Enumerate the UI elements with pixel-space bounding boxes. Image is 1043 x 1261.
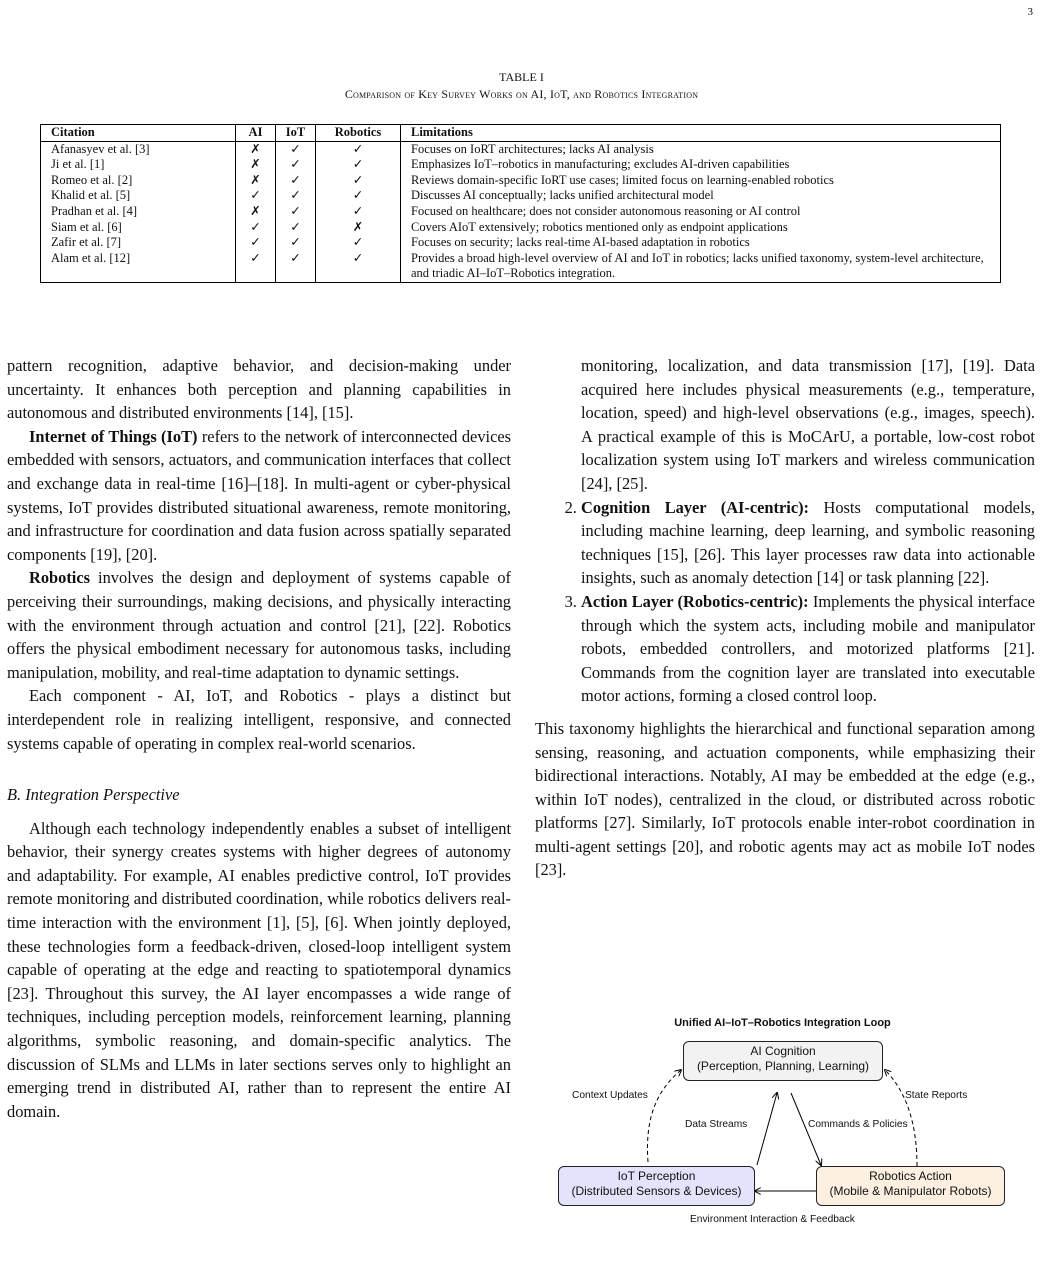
context-updates-arrow — [647, 1070, 681, 1162]
label-context-updates: Context Updates — [572, 1090, 648, 1101]
robot-node-subtitle: (Mobile & Manipulator Robots) — [829, 1183, 992, 1198]
cell-ai: ✗ — [236, 204, 276, 220]
cell-robotics: ✗ — [316, 220, 401, 236]
paragraph-robotics — [7, 566, 511, 684]
cell-limitations: Discusses AI conceptually; lacks unified architectural model — [401, 188, 1001, 204]
list-item-text: Hosts computational models, including machine learning, deep learning, and symbolic reasoning techniques [15], [26]. This layer processes raw data into actionable insights, such as anomaly detection [14] or task planning [22]. — [581, 497, 1035, 588]
list-item — [581, 496, 1035, 590]
list-item-text: Implements the physical interface through which the system acts, including mobile and manipulator robots, embedded controllers, and motorized platforms [21]. Commands from the cognition layer are translated into executable motor actions, forming a closed control loop. — [581, 591, 1035, 706]
term-robotics: Robotics — [29, 568, 91, 588]
cell-citation: Khalid et al. [5] — [41, 188, 236, 204]
table-row — [41, 157, 1001, 173]
cell-iot: ✓ — [276, 157, 316, 173]
paragraph-integration: Although each technology independently enables a subset of intelligent behavior, their synergy creates systems with higher degrees of autonomy and adaptability. For example, AI enables predictive control, IoT provides remote monitoring and distributed coordination, while robotics delivers real-time interaction with the environment [1], [5], [6]. When jointly deployed, these technologies form a feedback-driven, closed-loop intelligent system capable of operating at the edge and reacting to spatiotemporal dynamics [23]. Throughout this survey, the AI layer encompasses a wide range of techniques, including perception models, reinforcement learning, planning algorithms, symbolic reasoning, and domain-specific analytics. The discussion of SLMs and LLMs in later sections serves only to highlight an emerging trend in distributed AI, rather than to represent the entire AI domain. — [7, 818, 511, 1121]
table-row — [41, 188, 1001, 204]
paragraph-robotics-text: involves the design and deployment of systems capable of perceiving their surroundings, making decisions, and physically interacting with the environment through actuation and control [21], [22]. Robotics offers the physical embodiment necessary for autonomous tasks, including manipulation, mobility, and real-time adaptation to dynamic settings. — [7, 568, 511, 682]
term-cognition-layer: Cognition Layer (AI-centric): — [581, 497, 810, 517]
table-row — [41, 235, 1001, 251]
cell-citation: Zafir et al. [7] — [41, 235, 236, 251]
cell-robotics: ✓ — [316, 188, 401, 204]
paragraph-perception-cont: monitoring, localization, and data transmission [17], [19]. Data acquired here includes physical measurements (e.g., temperature, location, speed) and high-level observations (e.g., images, speech). A practical example of this is MoCArU, a portable, low-cost robot localization system using IoT markers and wireless communication [24], [25]. — [581, 356, 1035, 493]
iot-perception-node — [558, 1166, 755, 1206]
label-commands-policies: Commands & Policies — [808, 1119, 908, 1130]
header-robotics: Robotics — [316, 125, 401, 142]
cell-ai: ✓ — [236, 188, 276, 204]
cell-citation: Afanasyev et al. [3] — [41, 141, 236, 157]
cell-iot: ✓ — [276, 204, 316, 220]
cell-limitations: Covers AIoT extensively; robotics mentioned only as endpoint applications — [401, 220, 1001, 236]
header-limitations: Limitations — [401, 125, 1001, 142]
header-iot: IoT — [276, 125, 316, 142]
paragraph-ai-intro: pattern recognition, adaptive behavior, and decision-making under uncertainty. It enhances both perception and planning capabilities in autonomous and distributed environments [14], [15]. — [7, 356, 511, 423]
label-environment-feedback: Environment Interaction & Feedback — [690, 1214, 855, 1225]
cell-limitations: Emphasizes IoT–robotics in manufacturing; excludes AI-driven capabilities — [401, 157, 1001, 173]
ai-cognition-node — [683, 1041, 883, 1081]
cell-ai: ✓ — [236, 251, 276, 283]
cell-limitations: Focused on healthcare; does not consider autonomous reasoning or AI control — [401, 204, 1001, 220]
cell-ai: ✓ — [236, 235, 276, 251]
comparison-table — [40, 124, 1001, 283]
ai-node-subtitle: (Perception, Planning, Learning) — [696, 1058, 870, 1073]
term-iot: Internet of Things (IoT) — [29, 426, 198, 446]
cell-citation: Alam et al. [12] — [41, 251, 236, 283]
cell-robotics: ✓ — [316, 157, 401, 173]
paragraph-iot — [7, 425, 511, 567]
iot-node-subtitle: (Distributed Sensors & Devices) — [571, 1183, 742, 1198]
ai-node-title: AI Cognition — [750, 1044, 816, 1058]
table-caption — [0, 69, 1043, 103]
integration-loop-figure — [555, 1010, 1005, 1240]
cell-iot: ✓ — [276, 235, 316, 251]
cell-iot: ✓ — [276, 251, 316, 283]
cell-robotics: ✓ — [316, 204, 401, 220]
table-row — [41, 173, 1001, 189]
cell-iot: ✓ — [276, 188, 316, 204]
list-item — [581, 590, 1035, 708]
left-column — [7, 354, 511, 1259]
header-citation: Citation — [41, 125, 236, 142]
cell-iot: ✓ — [276, 220, 316, 236]
cell-limitations: Provides a broad high-level overview of AI and IoT in robotics; lacks unified taxonomy, system-level architecture, and triadic AI–IoT–Robotics integration. — [401, 251, 1001, 283]
page-number: 3 — [1027, 6, 1033, 18]
cell-citation: Pradhan et al. [4] — [41, 204, 236, 220]
cell-robotics: ✓ — [316, 173, 401, 189]
cell-ai: ✗ — [236, 141, 276, 157]
cell-citation: Siam et al. [6] — [41, 220, 236, 236]
cell-limitations: Focuses on IoRT architectures; lacks AI analysis — [401, 141, 1001, 157]
layer-list — [535, 496, 1035, 708]
cell-limitations: Focuses on security; lacks real-time AI-based adaptation in robotics — [401, 235, 1001, 251]
paragraph-components: Each component - AI, IoT, and Robotics - plays a distinct but interdependent role in realizing intelligent, responsive, and connected systems capable of operating in complex real-world scenarios. — [7, 686, 511, 753]
cell-robotics: ✓ — [316, 141, 401, 157]
cell-ai: ✗ — [236, 157, 276, 173]
section-heading: B. Integration Perspective — [7, 785, 180, 805]
table-row — [41, 251, 1001, 283]
table-row — [41, 141, 1001, 157]
label-state-reports: State Reports — [905, 1090, 968, 1101]
robotics-action-node — [816, 1166, 1005, 1206]
cell-robotics: ✓ — [316, 235, 401, 251]
paragraph-iot-text: refers to the network of interconnected devices embedded with sensors, actuators, and communication interfaces that collect and exchange data in real-time [16]–[18]. In multi-agent or cyber-physical systems, IoT provides distributed situational awareness, remote monitoring, and infrastructure for coordination and data fusion across spatially separated components [19], [20]. — [7, 426, 511, 564]
table-row — [41, 204, 1001, 220]
paragraph-taxonomy: This taxonomy highlights the hierarchical and functional separation among sensing, reasoning, and actuation components, while emphasizing their bidirectional interactions. Notably, AI may be embedded at the edge (e.g., within IoT nodes), centralized in the cloud, or distributed across robotic platforms [27]. Similarly, IoT protocols enable inter-robot coordination in multi-agent settings [20], and robotic agents may act as mobile IoT nodes [23]. — [535, 718, 1035, 880]
cell-limitations: Reviews domain-specific IoRT use cases; limited focus on learning-enabled robotics — [401, 173, 1001, 189]
cell-ai: ✗ — [236, 173, 276, 189]
cell-iot: ✓ — [276, 173, 316, 189]
figure-title: Unified AI–IoT–Robotics Integration Loop — [674, 1017, 891, 1029]
data-streams-arrow — [757, 1093, 777, 1165]
term-action-layer: Action Layer (Robotics-centric): — [581, 591, 809, 611]
cell-iot: ✓ — [276, 141, 316, 157]
cell-ai: ✓ — [236, 220, 276, 236]
state-reports-arrow — [885, 1070, 917, 1166]
table-row — [41, 220, 1001, 236]
table-caption-title: Comparison of Key Survey Works on AI, IoT, and Robotics Integration — [344, 87, 699, 101]
label-data-streams: Data Streams — [685, 1119, 748, 1130]
header-ai: AI — [236, 125, 276, 142]
right-column — [535, 354, 1035, 882]
robot-node-title: Robotics Action — [869, 1169, 952, 1183]
iot-node-title: IoT Perception — [617, 1169, 696, 1183]
table-header-row — [41, 125, 1001, 142]
cell-citation: Ji et al. [1] — [41, 157, 236, 173]
table-caption-id: TABLE I — [499, 70, 544, 84]
cell-citation: Romeo et al. [2] — [41, 173, 236, 189]
cell-robotics: ✓ — [316, 251, 401, 283]
